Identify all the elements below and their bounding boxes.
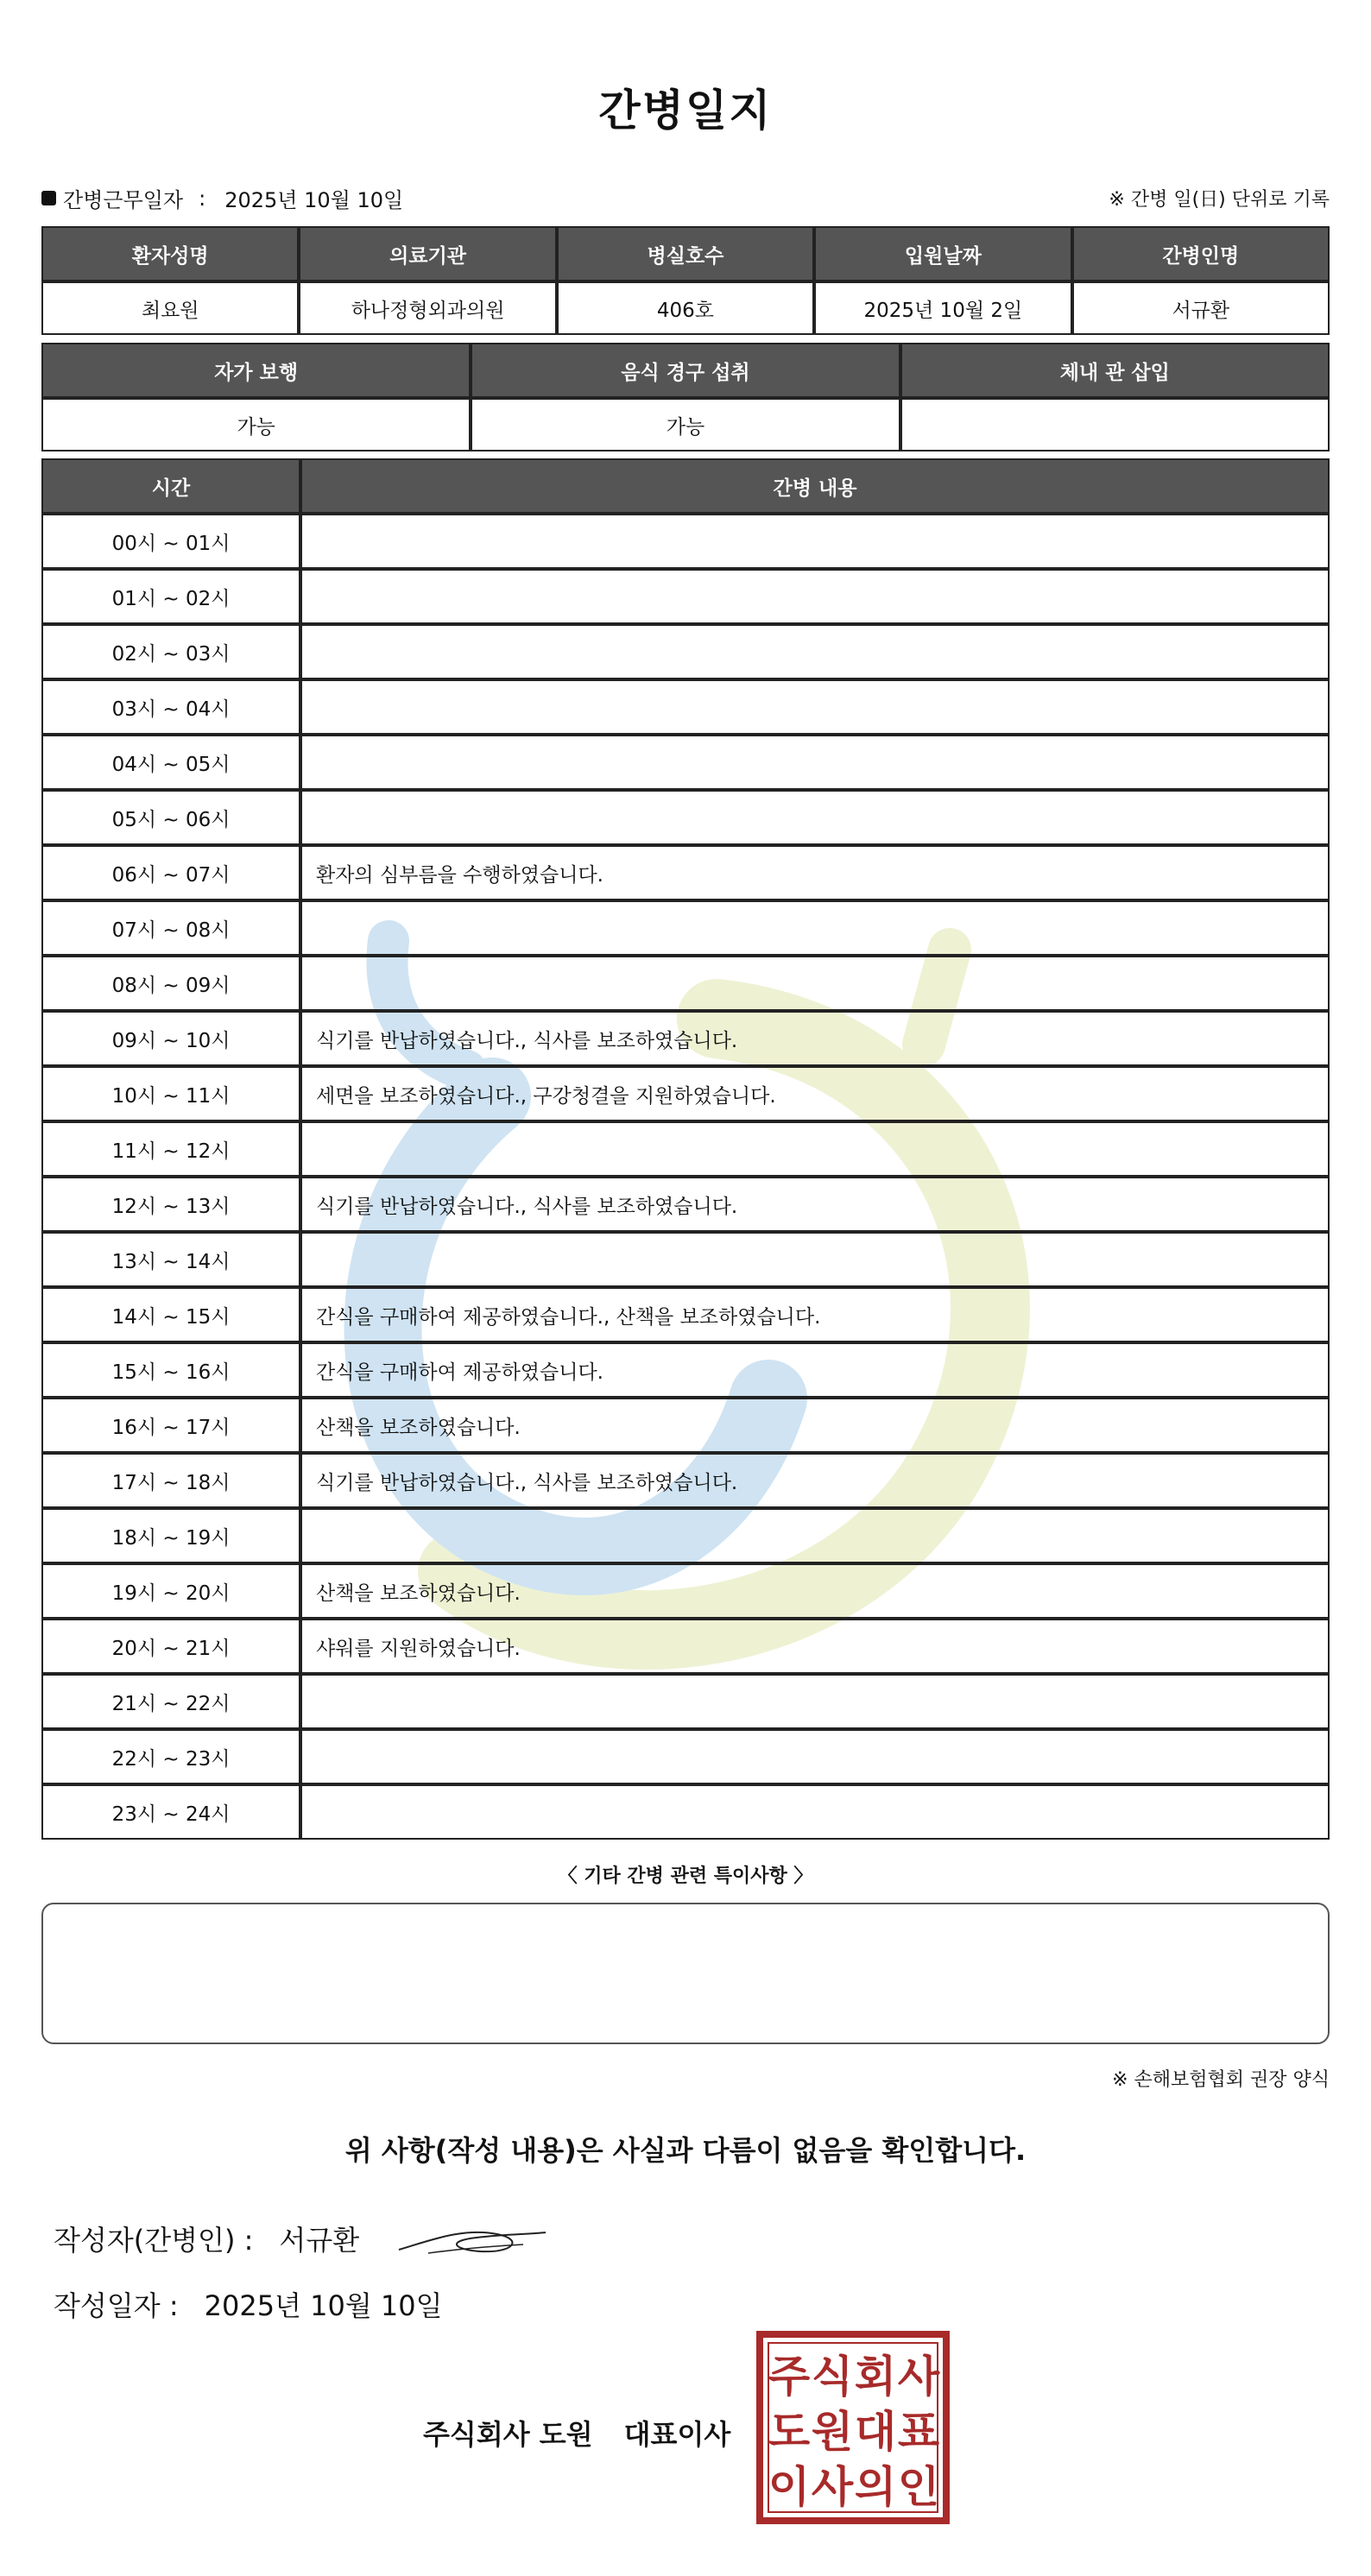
seal-character: 표 — [897, 2407, 940, 2457]
care-content-cell: 샤워를 지원하였습니다. — [300, 1619, 1330, 1674]
time-slot-cell: 22시 ~ 23시 — [41, 1729, 300, 1784]
care-log-row — [41, 1232, 1330, 1287]
time-slot-cell: 16시 ~ 17시 — [41, 1398, 300, 1453]
care-log-row — [41, 1563, 1330, 1619]
care-log-row — [41, 1287, 1330, 1342]
care-content-cell — [300, 900, 1330, 956]
work-date-value: 2025년 10월 10일 — [224, 188, 404, 212]
time-slot-cell: 00시 ~ 01시 — [41, 514, 300, 569]
care-content-cell — [300, 514, 1330, 569]
patient-status-table — [41, 343, 1330, 451]
patient-info-table — [41, 226, 1330, 335]
care-log-row — [41, 1011, 1330, 1066]
care-log-row — [41, 900, 1330, 956]
self-walking-cell: 가능 — [41, 398, 471, 451]
writer-label: 작성자(간병인) : — [54, 2224, 254, 2257]
time-slot-cell: 23시 ~ 24시 — [41, 1784, 300, 1840]
care-content-cell: 식기를 반납하였습니다., 식사를 보조하였습니다. — [300, 1177, 1330, 1232]
oral-intake-cell: 가능 — [471, 398, 900, 451]
time-slot-cell: 11시 ~ 12시 — [41, 1121, 300, 1177]
time-slot-cell: 17시 ~ 18시 — [41, 1453, 300, 1508]
time-slot-cell: 03시 ~ 04시 — [41, 679, 300, 735]
writer-name: 서규환 — [279, 2224, 360, 2257]
time-slot-cell: 13시 ~ 14시 — [41, 1232, 300, 1287]
time-slot-cell: 01시 ~ 02시 — [41, 569, 300, 624]
seal-character: 대 — [854, 2407, 897, 2457]
company-title: 대표이사 — [623, 2418, 731, 2451]
time-slot-cell: 10시 ~ 11시 — [41, 1066, 300, 1121]
care-log-row — [41, 1619, 1330, 1674]
tube-insertion-cell — [900, 398, 1330, 451]
care-content-cell — [300, 679, 1330, 735]
admission-date-cell: 2025년 10월 2일 — [814, 281, 1071, 335]
care-log-row — [41, 569, 1330, 624]
care-log-row — [41, 1674, 1330, 1729]
care-log-row — [41, 1398, 1330, 1453]
time-slot-cell: 04시 ~ 05시 — [41, 735, 300, 790]
written-date-label: 작성일자 : — [54, 2289, 179, 2322]
signature-image — [394, 2215, 549, 2267]
care-log-row — [41, 1342, 1330, 1398]
seal-character: 식 — [811, 2352, 854, 2402]
care-log-row — [41, 956, 1330, 1011]
seal-character: 의 — [854, 2462, 897, 2512]
seal-character: 주 — [768, 2352, 811, 2402]
status-value-row — [41, 398, 1330, 451]
care-content-cell: 식기를 반납하였습니다., 식사를 보조하였습니다. — [300, 1011, 1330, 1066]
work-date-label: 간병근무일자 — [63, 188, 184, 212]
care-log-row — [41, 514, 1330, 569]
record-unit-note: ※ 간병 일(日) 단위로 기록 — [1109, 189, 1330, 211]
patient-info-header-row — [41, 226, 1330, 281]
time-slot-cell: 08시 ~ 09시 — [41, 956, 300, 1011]
writer-line — [54, 2219, 359, 2258]
care-log-header-row — [41, 458, 1330, 514]
care-content-cell — [300, 1729, 1330, 1784]
page-title: 간병일지 — [598, 85, 773, 136]
notes-box — [41, 1903, 1330, 2044]
care-content-cell: 환자의 심부름을 수행하였습니다. — [300, 845, 1330, 900]
care-content-cell: 산책을 보조하였습니다. — [300, 1398, 1330, 1453]
seal-character: 이 — [768, 2462, 811, 2512]
care-log-row — [41, 790, 1330, 845]
care-content-cell — [300, 956, 1330, 1011]
company-seal-stamp — [756, 2331, 950, 2524]
care-log-row — [41, 845, 1330, 900]
care-log-row — [41, 1121, 1330, 1177]
header-care-content: 간병 내용 — [300, 458, 1330, 514]
care-content-cell — [300, 1508, 1330, 1563]
written-date-line — [54, 2284, 443, 2324]
care-content-cell: 세면을 보조하였습니다., 구강청결을 지원하였습니다. — [300, 1066, 1330, 1121]
time-slot-cell: 15시 ~ 16시 — [41, 1342, 300, 1398]
notes-title: 〈 기타 간병 관련 특이사항 〉 — [558, 1866, 813, 1887]
care-content-cell — [300, 1121, 1330, 1177]
time-slot-cell: 09시 ~ 10시 — [41, 1011, 300, 1066]
care-content-cell — [300, 624, 1330, 679]
written-date-value: 2025년 10월 10일 — [204, 2289, 443, 2322]
seal-character: 인 — [897, 2462, 940, 2512]
seal-character: 사 — [811, 2462, 854, 2512]
care-log-row — [41, 735, 1330, 790]
time-slot-cell: 18시 ~ 19시 — [41, 1508, 300, 1563]
confirmation-statement: 위 사항(작성 내용)은 사실과 다름이 없음을 확인합니다. — [344, 2134, 1027, 2167]
care-log-row — [41, 1729, 1330, 1784]
time-slot-cell: 21시 ~ 22시 — [41, 1674, 300, 1729]
seal-character: 도 — [768, 2407, 811, 2457]
hospital-cell: 하나정형외과의원 — [299, 281, 556, 335]
time-slot-cell: 12시 ~ 13시 — [41, 1177, 300, 1232]
time-slot-cell: 06시 ~ 07시 — [41, 845, 300, 900]
care-log-row — [41, 1508, 1330, 1563]
care-content-cell — [300, 569, 1330, 624]
company-line — [423, 2413, 730, 2453]
header-oral-intake: 음식 경구 섭취 — [471, 343, 900, 398]
header-patient-name: 환자성명 — [41, 226, 299, 281]
care-content-cell — [300, 735, 1330, 790]
header-tube-insertion: 체내 관 삽입 — [900, 343, 1330, 398]
care-content-cell: 간식을 구매하여 제공하였습니다., 산책을 보조하였습니다. — [300, 1287, 1330, 1342]
status-header-row — [41, 343, 1330, 398]
room-cell: 406호 — [557, 281, 814, 335]
time-slot-cell: 19시 ~ 20시 — [41, 1563, 300, 1619]
seal-character: 원 — [811, 2407, 854, 2457]
care-log-row — [41, 1177, 1330, 1232]
header-room: 병실호수 — [557, 226, 814, 281]
work-date-line — [41, 183, 403, 213]
care-content-cell — [300, 790, 1330, 845]
time-slot-cell: 05시 ~ 06시 — [41, 790, 300, 845]
header-caregiver: 간병인명 — [1072, 226, 1330, 281]
caregiver-cell: 서규환 — [1072, 281, 1330, 335]
bullet-square-icon — [41, 191, 56, 205]
time-slot-cell: 02시 ~ 03시 — [41, 624, 300, 679]
care-log-row — [41, 679, 1330, 735]
patient-name-cell: 최요원 — [41, 281, 299, 335]
care-log-table — [41, 458, 1330, 1840]
care-log-row — [41, 1066, 1330, 1121]
header-admission-date: 입원날짜 — [814, 226, 1071, 281]
time-slot-cell: 07시 ~ 08시 — [41, 900, 300, 956]
header-time: 시간 — [41, 458, 300, 514]
patient-info-value-row — [41, 281, 1330, 335]
company-name: 주식회사 도원 — [423, 2418, 593, 2451]
time-slot-cell: 20시 ~ 21시 — [41, 1619, 300, 1674]
form-standard-note: ※ 손해보험협회 권장 양식 — [1112, 2069, 1330, 2091]
header-hospital: 의료기관 — [299, 226, 556, 281]
care-log-row — [41, 1453, 1330, 1508]
header-self-walking: 자가 보행 — [41, 343, 471, 398]
care-content-cell: 간식을 구매하여 제공하였습니다. — [300, 1342, 1330, 1398]
seal-character: 사 — [897, 2352, 940, 2402]
care-content-cell — [300, 1674, 1330, 1729]
care-content-cell — [300, 1784, 1330, 1840]
care-content-cell: 식기를 반납하였습니다., 식사를 보조하였습니다. — [300, 1453, 1330, 1508]
care-content-cell — [300, 1232, 1330, 1287]
care-log-body — [41, 514, 1330, 1840]
time-slot-cell: 14시 ~ 15시 — [41, 1287, 300, 1342]
seal-character: 회 — [854, 2352, 897, 2402]
care-content-cell: 산책을 보조하였습니다. — [300, 1563, 1330, 1619]
care-log-row — [41, 624, 1330, 679]
work-date-colon: : — [199, 186, 206, 211]
care-log-row — [41, 1784, 1330, 1840]
